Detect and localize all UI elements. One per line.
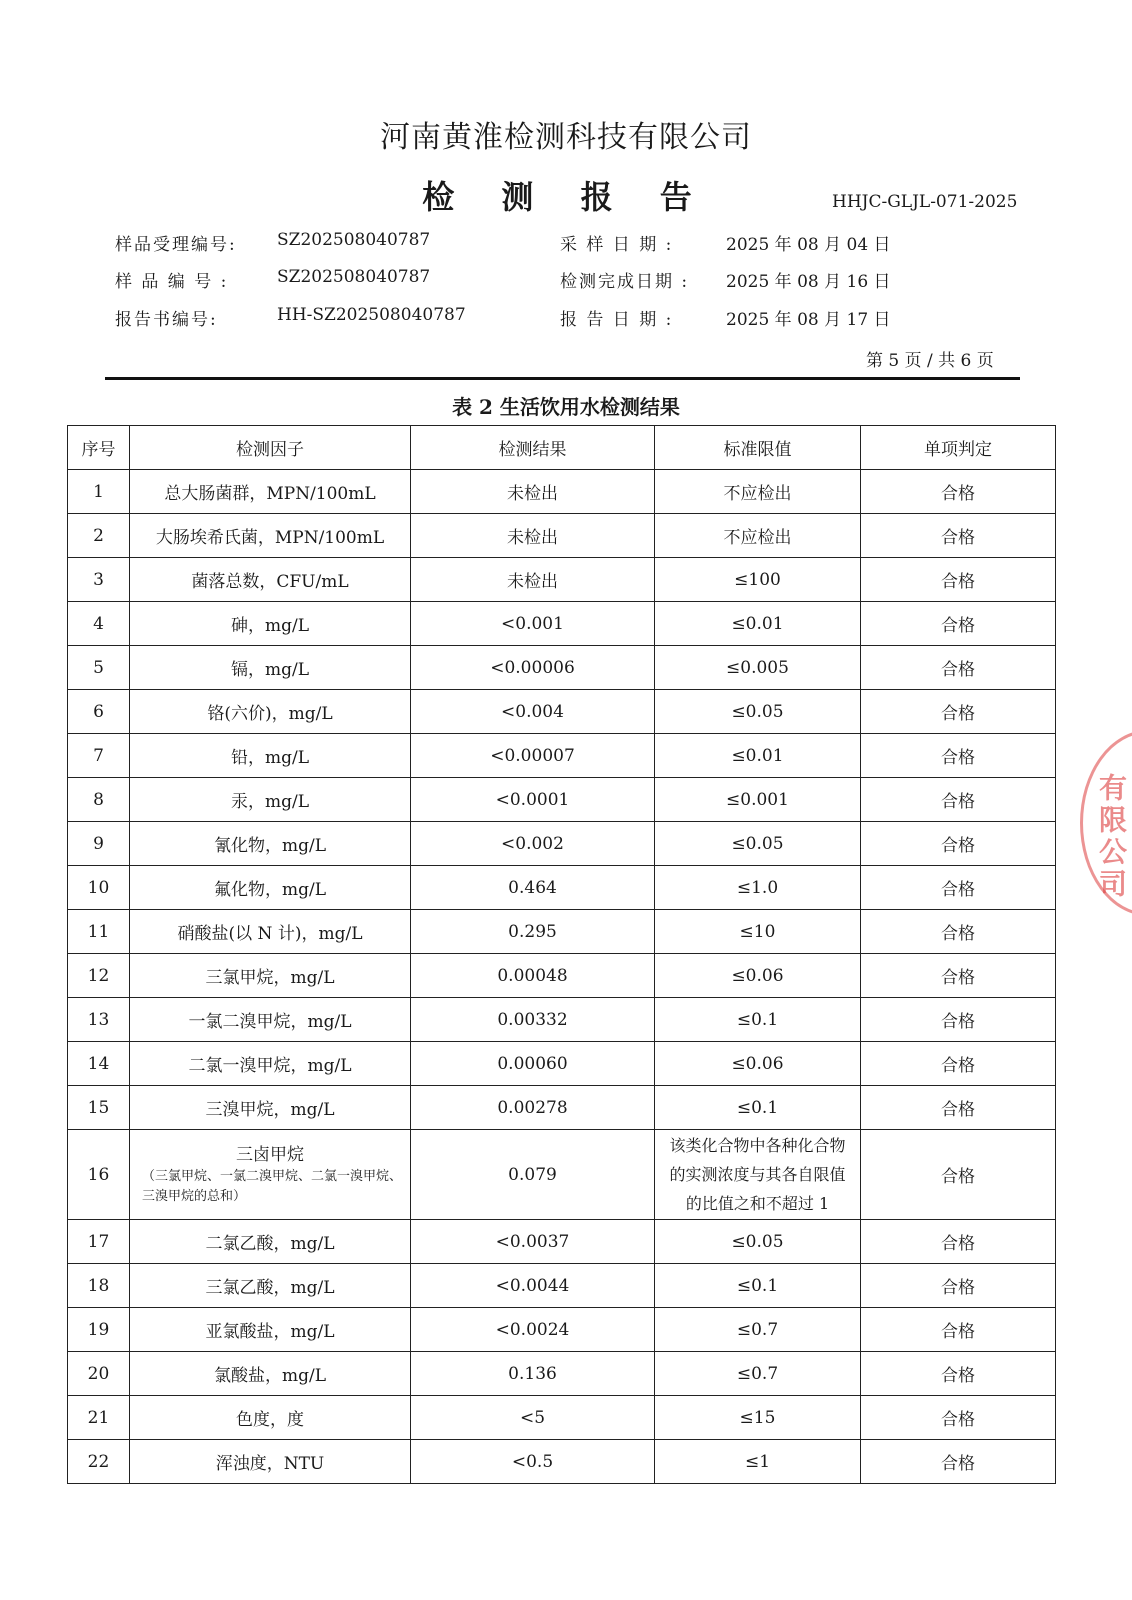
table-row (68, 1352, 1056, 1396)
cell-verdict: 合格 (861, 822, 1056, 866)
cell-factor: 菌落总数，CFU/mL (130, 558, 411, 602)
cell-result: <0.0044 (411, 1264, 655, 1308)
cell-verdict: 合格 (861, 998, 1056, 1042)
cell-factor (130, 1130, 411, 1220)
cell-limit: ≤0.005 (655, 646, 861, 690)
cell-result: <0.002 (411, 822, 655, 866)
cell-no: 10 (68, 866, 130, 910)
cell-limit: ≤1.0 (655, 866, 861, 910)
page-number: 第 5 页 / 共 6 页 (866, 351, 994, 371)
cell-no: 17 (68, 1220, 130, 1264)
seal-text: 有限公司 (1095, 773, 1128, 901)
table-row (68, 734, 1056, 778)
cell-limit: ≤0.1 (655, 1086, 861, 1130)
cell-no: 1 (68, 470, 130, 514)
table-row (68, 514, 1056, 558)
cell-limit: ≤0.7 (655, 1308, 861, 1352)
header-limit: 标准限值 (655, 426, 861, 470)
table-title: 表 2 生活饮用水检测结果 (452, 395, 680, 419)
cell-factor: 三溴甲烷，mg/L (130, 1086, 411, 1130)
cell-limit: ≤0.06 (655, 954, 861, 998)
cell-result: <0.0001 (411, 778, 655, 822)
cell-no: 16 (68, 1130, 130, 1220)
table-row (68, 1396, 1056, 1440)
report-date-label: 报 告 日 期 : (560, 310, 674, 330)
cell-factor: 砷，mg/L (130, 602, 411, 646)
cell-no: 14 (68, 1042, 130, 1086)
cell-result: 未检出 (411, 558, 655, 602)
sample-receipt-no: SZ202508040787 (277, 230, 431, 250)
cell-factor: 大肠埃希氏菌，MPN/100mL (130, 514, 411, 558)
table-body (68, 470, 1056, 1484)
cell-verdict: 合格 (861, 1264, 1056, 1308)
cell-result: 0.464 (411, 866, 655, 910)
cell-no: 11 (68, 910, 130, 954)
cell-result: 0.00060 (411, 1042, 655, 1086)
table-row (68, 778, 1056, 822)
report-title: 检 测 报 告 (422, 178, 710, 216)
cell-limit: ≤1 (655, 1440, 861, 1484)
report-code: HHJC-GLJL-071-2025 (832, 192, 1018, 212)
cell-result: 0.00048 (411, 954, 655, 998)
cell-result: 0.00332 (411, 998, 655, 1042)
sample-no: SZ202508040787 (277, 267, 431, 287)
cell-factor: 一氯二溴甲烷，mg/L (130, 998, 411, 1042)
table-row (68, 1440, 1056, 1484)
table-row (68, 998, 1056, 1042)
cell-factor: 三氯乙酸，mg/L (130, 1264, 411, 1308)
cell-result: <0.00007 (411, 734, 655, 778)
cell-verdict: 合格 (861, 646, 1056, 690)
cell-limit (655, 1130, 861, 1220)
cell-result: <0.0024 (411, 1308, 655, 1352)
cell-no: 15 (68, 1086, 130, 1130)
factor-name: 三卤甲烷 (236, 1144, 304, 1165)
cell-limit: ≤0.06 (655, 1042, 861, 1086)
cell-verdict: 合格 (861, 1086, 1056, 1130)
cell-no: 19 (68, 1308, 130, 1352)
cell-no: 20 (68, 1352, 130, 1396)
table-row (68, 690, 1056, 734)
cell-limit: ≤100 (655, 558, 861, 602)
limit-line: 的比值之和不超过 1 (685, 1194, 830, 1213)
cell-verdict: 合格 (861, 1440, 1056, 1484)
table-row (68, 822, 1056, 866)
sample-no-label: 样 品 编 号 : (115, 272, 229, 292)
table-row (68, 470, 1056, 514)
cell-verdict: 合格 (861, 1352, 1056, 1396)
cell-factor: 氰化物，mg/L (130, 822, 411, 866)
cell-result: <5 (411, 1396, 655, 1440)
cell-limit: ≤0.1 (655, 1264, 861, 1308)
cell-limit: ≤0.1 (655, 998, 861, 1042)
cell-verdict: 合格 (861, 778, 1056, 822)
sample-receipt-no-label: 样品受理编号: (115, 235, 237, 255)
header-result: 检测结果 (411, 426, 655, 470)
cell-limit: ≤10 (655, 910, 861, 954)
results-table (67, 425, 1056, 1484)
cell-factor: 浑浊度，NTU (130, 1440, 411, 1484)
table-row (68, 910, 1056, 954)
cell-result: <0.5 (411, 1440, 655, 1484)
cell-verdict: 合格 (861, 866, 1056, 910)
cell-limit: ≤0.05 (655, 690, 861, 734)
cell-factor: 总大肠菌群，MPN/100mL (130, 470, 411, 514)
table-row (68, 1130, 1056, 1220)
cell-no: 5 (68, 646, 130, 690)
cell-no: 3 (68, 558, 130, 602)
cell-verdict: 合格 (861, 690, 1056, 734)
cell-verdict: 合格 (861, 734, 1056, 778)
header-no: 序号 (68, 426, 130, 470)
factor-note: （三氯甲烷、一氯二溴甲烷、二氯一溴甲烷、三溴甲烷的总和） (142, 1168, 403, 1204)
cell-verdict: 合格 (861, 558, 1056, 602)
cell-no: 21 (68, 1396, 130, 1440)
cell-limit: 不应检出 (655, 514, 861, 558)
table-row (68, 1308, 1056, 1352)
table-row (68, 1220, 1056, 1264)
limit-line: 的实测浓度与其各自限值 (669, 1165, 846, 1184)
cell-limit: ≤0.001 (655, 778, 861, 822)
cell-no: 6 (68, 690, 130, 734)
cell-limit: ≤0.01 (655, 734, 861, 778)
cell-result: <0.004 (411, 690, 655, 734)
table-row (68, 954, 1056, 998)
cell-factor: 色度，度 (130, 1396, 411, 1440)
cell-limit: ≤15 (655, 1396, 861, 1440)
cell-no: 8 (68, 778, 130, 822)
cell-factor: 硝酸盐(以 N 计)，mg/L (130, 910, 411, 954)
cell-result: 未检出 (411, 514, 655, 558)
cell-factor: 二氯一溴甲烷，mg/L (130, 1042, 411, 1086)
cell-result: 0.295 (411, 910, 655, 954)
report-no: HH-SZ202508040787 (277, 305, 466, 325)
cell-no: 22 (68, 1440, 130, 1484)
cell-verdict: 合格 (861, 514, 1056, 558)
company-name: 河南黄淮检测科技有限公司 (380, 120, 752, 155)
report-no-label: 报告书编号: (115, 310, 218, 330)
table-row (68, 1264, 1056, 1308)
cell-result: <0.00006 (411, 646, 655, 690)
cell-result: 0.079 (411, 1130, 655, 1220)
cell-no: 4 (68, 602, 130, 646)
completion-date: 2025 年 08 月 16 日 (726, 272, 891, 292)
header-verdict: 单项判定 (861, 426, 1056, 470)
header-divider (105, 377, 1020, 380)
cell-limit: ≤0.05 (655, 1220, 861, 1264)
cell-limit: ≤0.01 (655, 602, 861, 646)
cell-limit: ≤0.7 (655, 1352, 861, 1396)
limit-line: 该类化合物中各种化合物 (669, 1136, 846, 1155)
cell-verdict: 合格 (861, 1042, 1056, 1086)
cell-factor: 二氯乙酸，mg/L (130, 1220, 411, 1264)
cell-factor: 铬(六价)，mg/L (130, 690, 411, 734)
cell-no: 2 (68, 514, 130, 558)
cell-verdict: 合格 (861, 1308, 1056, 1352)
table-row (68, 1086, 1056, 1130)
table-header-row (68, 426, 1056, 470)
cell-no: 12 (68, 954, 130, 998)
cell-verdict: 合格 (861, 954, 1056, 998)
cell-verdict: 合格 (861, 1220, 1056, 1264)
table-row (68, 646, 1056, 690)
cell-factor: 氟化物，mg/L (130, 866, 411, 910)
cell-no: 18 (68, 1264, 130, 1308)
cell-verdict: 合格 (861, 1130, 1056, 1220)
cell-result: 0.00278 (411, 1086, 655, 1130)
cell-verdict: 合格 (861, 602, 1056, 646)
cell-verdict: 合格 (861, 1396, 1056, 1440)
cell-factor: 氯酸盐，mg/L (130, 1352, 411, 1396)
company-seal (1080, 730, 1132, 916)
table-row (68, 602, 1056, 646)
report-date: 2025 年 08 月 17 日 (726, 310, 891, 330)
table-row (68, 1042, 1056, 1086)
cell-no: 7 (68, 734, 130, 778)
cell-verdict: 合格 (861, 910, 1056, 954)
cell-no: 13 (68, 998, 130, 1042)
cell-factor: 三氯甲烷，mg/L (130, 954, 411, 998)
cell-factor: 镉，mg/L (130, 646, 411, 690)
cell-result: <0.0037 (411, 1220, 655, 1264)
cell-factor: 汞，mg/L (130, 778, 411, 822)
cell-verdict: 合格 (861, 470, 1056, 514)
cell-result: 0.136 (411, 1352, 655, 1396)
sampling-date: 2025 年 08 月 04 日 (726, 235, 891, 255)
cell-result: 未检出 (411, 470, 655, 514)
table-row (68, 558, 1056, 602)
cell-factor: 铅，mg/L (130, 734, 411, 778)
sampling-date-label: 采 样 日 期 : (560, 235, 674, 255)
cell-limit: ≤0.05 (655, 822, 861, 866)
cell-no: 9 (68, 822, 130, 866)
cell-limit: 不应检出 (655, 470, 861, 514)
completion-date-label: 检测完成日期 : (560, 272, 690, 292)
header-factor: 检测因子 (130, 426, 411, 470)
cell-result: <0.001 (411, 602, 655, 646)
table-row (68, 866, 1056, 910)
cell-factor: 亚氯酸盐，mg/L (130, 1308, 411, 1352)
